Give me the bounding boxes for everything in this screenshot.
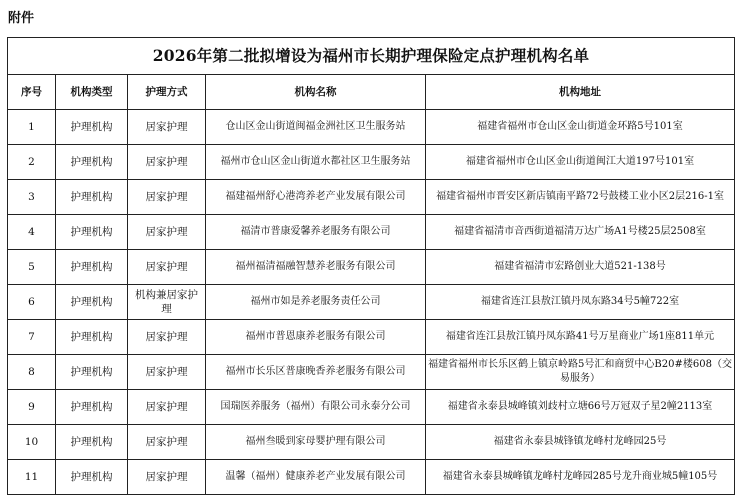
cell-type: 护理机构 [56,425,128,460]
cell-type: 护理机构 [56,250,128,285]
document-title: 2026年第二批拟增设为福州市长期护理保险定点护理机构名单 [8,38,735,75]
cell-address: 福建省福州市仓山区金山街道闽江大道197号101室 [426,145,735,180]
column-header-mode: 护理方式 [128,75,206,110]
table-row [8,355,735,390]
cell-name: 国瑞医养服务（福州）有限公司永泰分公司 [206,390,426,425]
table-row [8,460,735,495]
table-row [8,320,735,355]
table-row [8,180,735,215]
column-header-index: 序号 [8,75,56,110]
cell-type: 护理机构 [56,145,128,180]
cell-address: 福建省连江县敖江镇丹凤东路41号万星商业广场1座811单元 [426,320,735,355]
column-header-address: 机构地址 [426,75,735,110]
cell-mode: 居家护理 [128,320,206,355]
cell-mode: 居家护理 [128,390,206,425]
cell-name: 温馨（福州）健康养老产业发展有限公司 [206,460,426,495]
table-row [8,285,735,320]
institution-table [7,37,735,495]
table-row [8,390,735,425]
table-row [8,145,735,180]
cell-index: 10 [8,425,56,460]
cell-name: 福州市长乐区普康晚香养老服务有限公司 [206,355,426,390]
header-row [8,75,735,110]
cell-name: 福州叁暖到家母婴护理有限公司 [206,425,426,460]
cell-type: 护理机构 [56,355,128,390]
cell-mode: 居家护理 [128,110,206,145]
attachment-label: 附件 [8,11,35,26]
cell-type: 护理机构 [56,320,128,355]
cell-address: 福建省福州市仓山区金山街道金环路5号101室 [426,110,735,145]
cell-index: 8 [8,355,56,390]
cell-address: 福建省福州市晋安区新店镇南平路72号鼓楼工业小区2层216-1室 [426,180,735,215]
cell-mode: 机构兼居家护理 [128,285,206,320]
cell-mode: 居家护理 [128,250,206,285]
cell-address: 福建省永泰县城峰镇龙峰村龙峰园285号龙升商业城5幢105号 [426,460,735,495]
cell-mode: 居家护理 [128,145,206,180]
cell-address: 福建省福州市长乐区鹤上镇京岭路5号汇和商贸中心B20#楼608（交易服务） [426,355,735,390]
cell-name: 仓山区金山街道闽福金洲社区卫生服务站 [206,110,426,145]
cell-address: 福建省福清市音西街道福清万达广场A1号楼25层2508室 [426,215,735,250]
cell-mode: 居家护理 [128,460,206,495]
cell-name: 福州市普恩康养老服务有限公司 [206,320,426,355]
cell-index: 11 [8,460,56,495]
cell-name: 福州市如是养老服务责任公司 [206,285,426,320]
cell-name: 福州福清福融智慧养老服务有限公司 [206,250,426,285]
cell-name: 福建福州舒心港湾养老产业发展有限公司 [206,180,426,215]
cell-mode: 居家护理 [128,425,206,460]
cell-mode: 居家护理 [128,180,206,215]
column-header-type: 机构类型 [56,75,128,110]
cell-address: 福建省永泰县城锋镇龙峰村龙峰园25号 [426,425,735,460]
cell-type: 护理机构 [56,215,128,250]
column-header-name: 机构名称 [206,75,426,110]
cell-index: 2 [8,145,56,180]
cell-address: 福建省福清市宏路创业大道521-138号 [426,250,735,285]
cell-index: 9 [8,390,56,425]
cell-type: 护理机构 [56,460,128,495]
cell-type: 护理机构 [56,180,128,215]
cell-index: 6 [8,285,56,320]
cell-type: 护理机构 [56,285,128,320]
cell-type: 护理机构 [56,390,128,425]
table-row [8,250,735,285]
table-row [8,110,735,145]
cell-index: 3 [8,180,56,215]
cell-index: 1 [8,110,56,145]
cell-index: 4 [8,215,56,250]
cell-address: 福建省永泰县城峰镇刘歧村立塘66号万冠双子星2幢2113室 [426,390,735,425]
cell-index: 5 [8,250,56,285]
cell-name: 福州市仓山区金山街道水都社区卫生服务站 [206,145,426,180]
cell-address: 福建省连江县敖江镇丹凤东路34号5幢722室 [426,285,735,320]
cell-mode: 居家护理 [128,215,206,250]
cell-mode: 居家护理 [128,355,206,390]
table-row [8,215,735,250]
table-row [8,425,735,460]
cell-index: 7 [8,320,56,355]
cell-name: 福清市普康爱馨养老服务有限公司 [206,215,426,250]
cell-type: 护理机构 [56,110,128,145]
